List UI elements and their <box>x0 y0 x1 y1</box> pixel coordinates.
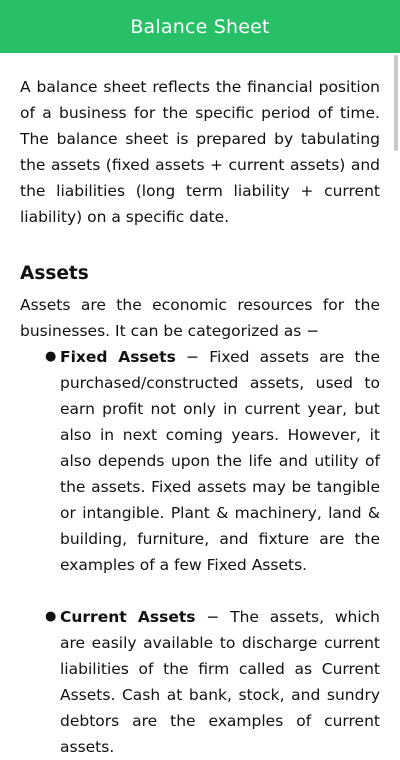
bullet-icon: ● <box>45 349 57 364</box>
list-item-current-assets <box>45 604 380 760</box>
list-item-fixed-assets <box>45 344 380 578</box>
list-item-text: − The assets, which are easily available to discharge current liabilities of the firm called as Current Assets. Cash at bank, stock, and sundry debtors are the examples of current assets. <box>60 608 380 756</box>
scrollbar[interactable] <box>394 55 398 151</box>
app-header <box>0 0 400 53</box>
page-title: Balance Sheet <box>130 15 270 38</box>
bullet-icon: ● <box>45 609 57 624</box>
assets-list <box>20 344 380 760</box>
intro-paragraph: A balance sheet reflects the financial position of a business for the specific period of time. The balance sheet is prepared by tabulating the assets (fixed assets + current assets) and the liabilities (long term liability + current liability) on a specific date. <box>20 78 380 226</box>
list-item-term: Fixed Assets <box>60 348 176 366</box>
assets-description: Assets are the economic resources for the businesses. It can be categorized as − <box>20 296 380 340</box>
list-item-text: − Fixed assets are the purchased/constructed assets, used to earn profit not only in current year, but also in next coming years. However, it also depends upon the life and utility of the assets. Fixed assets may be tangible or intangible. Plant & machinery, land & building, furniture, and fixture are the examples of a few Fixed Assets. <box>60 348 380 574</box>
list-item-term: Current Assets <box>60 608 196 626</box>
section-heading-assets: Assets <box>20 263 89 284</box>
article-content[interactable] <box>0 53 400 756</box>
